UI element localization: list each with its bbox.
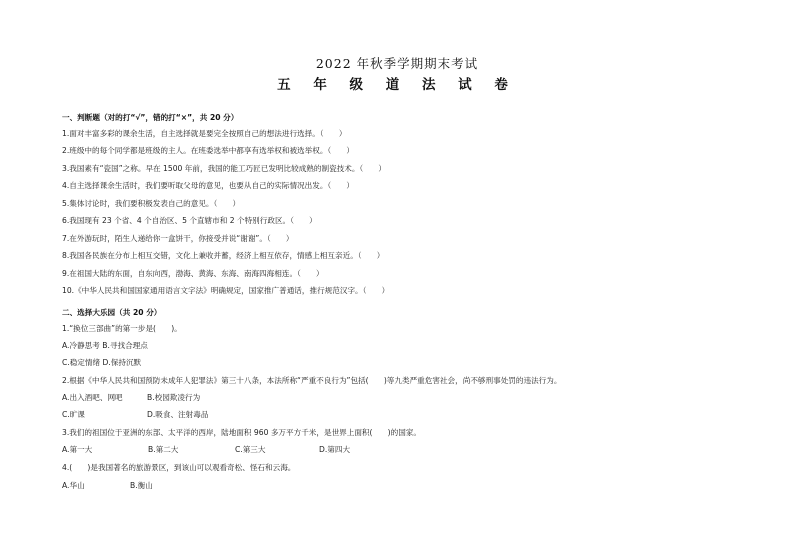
judge-item-4: 4.自主选择课余生活时，我们要听取父母的意见，也要从自己的实际情况出发。（ ） xyxy=(62,181,355,190)
choice-q2-option-b: B.校园欺凌行为 xyxy=(147,393,201,402)
exam-subtitle: 五 年 级 道 法 试 卷 xyxy=(277,77,517,93)
judge-item-9: 9.在祖国大陆的东面，自东向西，渤海、黄海、东海、南海四海相连。（ ） xyxy=(62,269,324,278)
judge-item-3: 3.我国素有“瓷国”之称。早在 1500 年前，我国的能工巧匠已发明比较成熟的制瓷技术。（ ） xyxy=(62,164,387,173)
section2-heading: 二、选择大乐园（共 20 分） xyxy=(62,308,162,317)
choice-q3-option-c: C.第三大 xyxy=(235,445,266,454)
choice-q1-options-cd: C.稳定情绪 D.保持沉默 xyxy=(62,358,142,367)
choice-q4-option-b: B.衡山 xyxy=(130,481,153,490)
section1-heading: 一、判断题（对的打“√”，错的打“×”，共 20 分） xyxy=(62,113,239,122)
choice-q2-option-a: A.出入酒吧、网吧 xyxy=(62,393,123,402)
choice-q4-option-a: A.华山 xyxy=(62,481,85,490)
judge-item-7: 7.在外游玩时，陌生人递给你一盒饼干，你接受并说“谢谢”。（ ） xyxy=(62,234,294,243)
exam-title: 2022 年秋季学期期末考试 xyxy=(315,56,479,71)
choice-q2-stem: 2.根据《中华人民共和国预防未成年人犯罪法》第三十八条，本法所称“严重不良行为”包括( )等九类严重危害社会，尚不够刑事处罚的违法行为。 xyxy=(62,376,562,385)
judge-item-2: 2.班级中的每个同学都是班级的主人。在班委选举中都享有选举权和被选举权。（ ） xyxy=(62,146,355,155)
judge-item-1: 1.面对丰富多彩的课余生活，自主选择就是要完全按照自己的想法进行选择。（ ） xyxy=(62,129,347,138)
choice-q2-option-d: D.吸食、注射毒品 xyxy=(147,410,209,419)
choice-q2-option-c: C.旷课 xyxy=(62,410,85,419)
choice-q4-stem: 4.( )是我国著名的旅游景区，到该山可以观看奇松、怪石和云海。 xyxy=(62,463,296,472)
judge-item-8: 8.我国各民族在分布上相互交错，文化上兼收并蓄，经济上相互依存，情感上相互亲近。（ ） xyxy=(62,251,385,260)
choice-q3-option-a: A.第一大 xyxy=(62,445,93,454)
choice-q3-stem: 3.我们的祖国位于亚洲的东部、太平洋的西岸，陆地面积 960 多万平方千米，是世界上面积( )的国家。 xyxy=(62,428,422,437)
choice-q1-stem: 1.“换位三部曲”的第一步是( )。 xyxy=(62,324,182,333)
choice-q1-options-ab: A.冷静思考 B.寻找合理点 xyxy=(62,341,148,350)
choice-q3-option-b: B.第二大 xyxy=(148,445,179,454)
judge-item-6: 6.我国现有 23 个省、4 个自治区、5 个直辖市和 2 个特别行政区。（ ） xyxy=(62,216,317,225)
judge-item-10: 10.《中华人民共和国国家通用语言文字法》明确规定，国家推广普通话，推行规范汉字。（ ） xyxy=(62,286,390,295)
choice-q3-option-d: D.第四大 xyxy=(319,445,351,454)
judge-item-5: 5.集体讨论时，我们要积极发表自己的意见。（ ） xyxy=(62,199,241,208)
